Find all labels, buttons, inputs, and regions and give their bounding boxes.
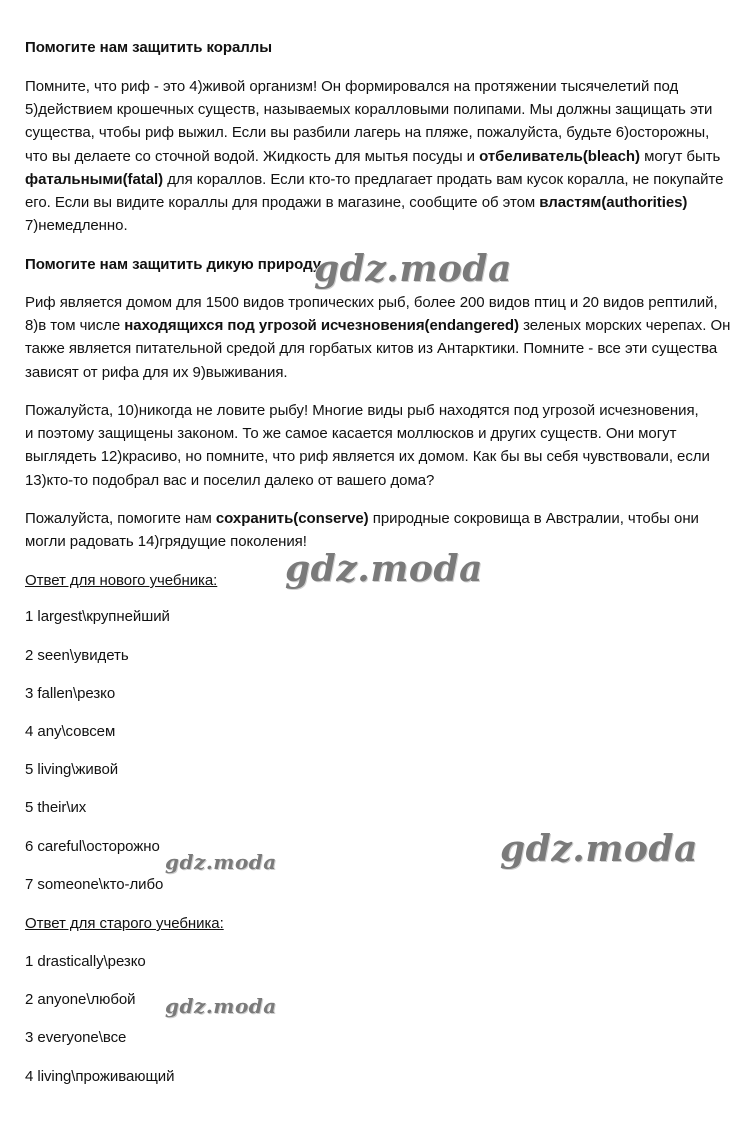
answer-old-item: 4 living\проживающий xyxy=(25,1068,175,1085)
watermark: gdz.moda xyxy=(165,994,277,1018)
text-run: и поэтому защищены законом. То же самое касается моллюсков и других существ. Они могут xyxy=(25,425,677,443)
answer-new-item: 3 fallen\резко xyxy=(25,685,116,702)
watermark: gdz.moda xyxy=(165,850,277,874)
paragraph-line xyxy=(25,145,723,168)
answer-old-item: 2 anyone\любой xyxy=(25,991,136,1008)
paragraph-line xyxy=(25,121,723,144)
paragraph-line xyxy=(25,75,723,98)
paragraph-fishing xyxy=(25,399,710,492)
paragraph-line xyxy=(25,98,723,121)
bold-term: отбеливатель(bleach) xyxy=(479,147,640,165)
paragraph-line xyxy=(25,507,699,530)
text-run: 13)кто-то подобрал вас и поселил далеко от вашего дома? xyxy=(25,471,435,489)
answer-new-item: 4 any\совсем xyxy=(25,723,116,740)
text-run: Пожалуйста, 10)никогда не ловите рыбу! Многие виды рыб находятся под угрозой исчезновения, xyxy=(25,402,699,419)
bold-term: фатальными(fatal) xyxy=(25,170,164,188)
answer-new-item: 5 their\их xyxy=(25,799,87,816)
text-run: зеленых морских черепах. Он xyxy=(518,317,731,335)
text-run: его. Если вы видите кораллы для продажи в магазине, сообщите об этом xyxy=(25,194,540,212)
paragraph-line xyxy=(25,361,730,384)
section-heading-wildlife: Помогите нам защитить дикую природу xyxy=(25,256,322,273)
text-run: Пожалуйста, помогите нам xyxy=(25,510,216,527)
text-run: 5)действием крошечных существ, называемых коралловыми полипами. Мы должны защищать эти xyxy=(25,101,713,119)
text-run: природные сокровища в Австралии, чтобы они xyxy=(368,510,699,527)
watermark: gdz.moda xyxy=(314,248,512,290)
paragraph-line xyxy=(25,445,710,468)
answers-new-heading: Ответ для нового учебника: xyxy=(25,572,218,589)
text-run: для кораллов. Если кто-то предлагает продать вам кусок коралла, не покупайте xyxy=(163,170,724,188)
answer-old-item: 1 drastically\резко xyxy=(25,953,146,970)
answer-new-item: 2 seen\увидеть xyxy=(25,647,129,664)
answer-new-item: 1 largest\крупнейший xyxy=(25,608,170,625)
paragraph-corals xyxy=(25,75,723,237)
bold-term: сохранить(conserve) xyxy=(215,510,369,527)
text-run: зависят от рифа для их 9)выживания. xyxy=(25,363,288,381)
paragraph-line xyxy=(25,469,710,492)
paragraph-wildlife xyxy=(25,291,730,384)
answer-new-item: 5 living\живой xyxy=(25,761,119,778)
answer-old-item: 3 everyone\все xyxy=(25,1029,127,1046)
bold-term: властям(authorities) xyxy=(539,194,688,212)
answer-new-item: 6 careful\осторожно xyxy=(25,838,160,855)
paragraph-line xyxy=(25,314,730,337)
text-run: Помните, что риф - это 4)живой организм! Он формировался на протяжении тысячелетий под xyxy=(25,78,679,95)
answer-new-item: 7 someone\кто-либо xyxy=(25,876,164,893)
section-heading-corals: Помогите нам защитить кораллы xyxy=(25,39,272,56)
text-run: существа, чтобы риф выжил. Если вы разбили лагерь на пляже, пожалуйста, будьте 6)осторожны, xyxy=(25,124,710,142)
paragraph-line xyxy=(25,168,723,191)
text-run: что вы делаете со сточной водой. Жидкость для мытья посуды и xyxy=(25,147,480,165)
bold-term: находящихся под угрозой исчезновения(endangered) xyxy=(124,317,519,335)
paragraph-line xyxy=(25,337,730,360)
paragraph-line xyxy=(25,191,723,214)
text-run: могут быть xyxy=(639,147,721,165)
text-run: 8)в том числе xyxy=(25,317,125,335)
paragraph-line xyxy=(25,399,710,422)
text-run: могли радовать 14)грядущие поколения! xyxy=(25,533,307,551)
text-run: также является питательной средой для горбатых китов из Антарктики. Помните - все эти существа xyxy=(25,340,718,358)
text-run: Риф является домом для 1500 видов тропических рыб, более 200 видов птиц и 20 видов рептилий, xyxy=(25,294,718,311)
answers-old-heading: Ответ для старого учебника: xyxy=(25,915,224,932)
paragraph-line xyxy=(25,291,730,314)
text-run: 7)немедленно. xyxy=(25,217,128,235)
text-run: выглядеть 12)красиво, но помните, что риф является их домом. Как бы вы себя чувствовали, если xyxy=(25,448,710,466)
paragraph-line xyxy=(25,214,723,237)
watermark: gdz.moda xyxy=(500,828,698,870)
watermark: gdz.moda xyxy=(285,548,483,590)
paragraph-conserve xyxy=(25,507,699,553)
paragraph-line xyxy=(25,422,710,445)
